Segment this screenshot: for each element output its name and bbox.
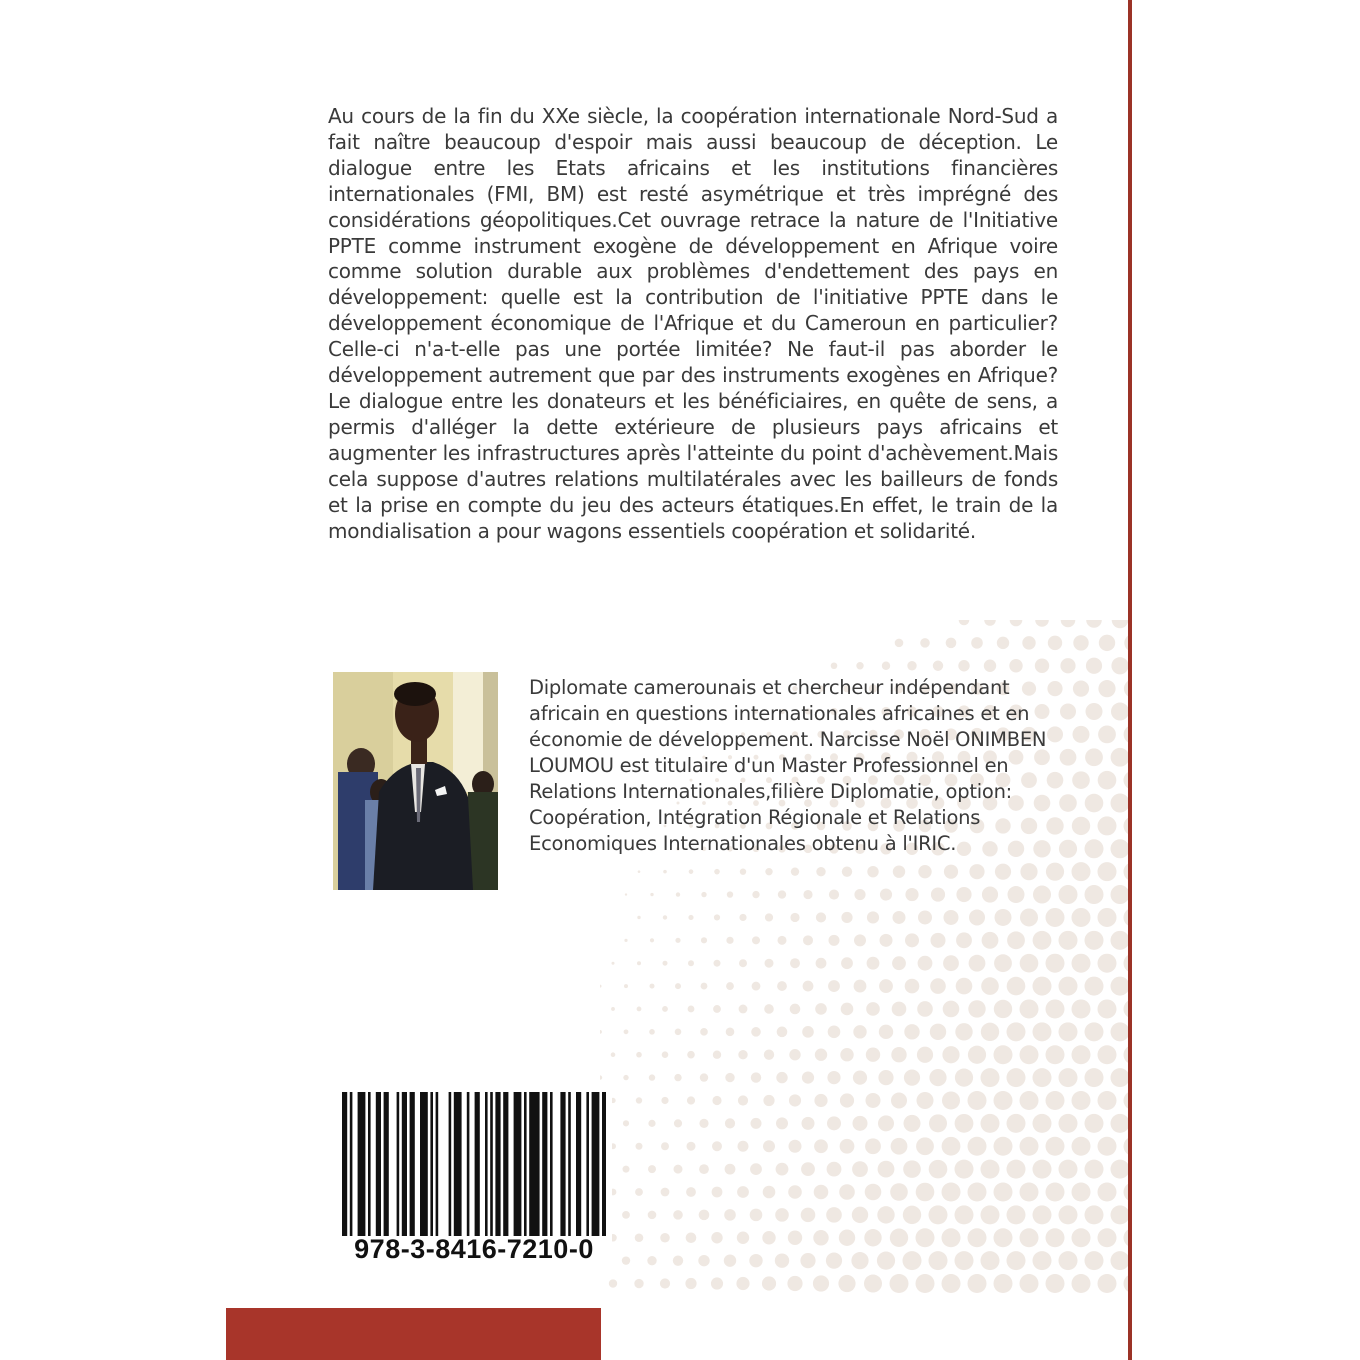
barcode-bars	[342, 1092, 606, 1236]
accent-band	[226, 1308, 601, 1360]
spine-edge-line	[1128, 0, 1132, 1360]
author-biography: Diplomate camerounais et chercheur indépendant africain en questions internationales africaines et en économie de développement. Narcisse Noël ONIMBEN LOUMOU est titulaire d'un Master Professionnel en Relations Internationales,filière Diplomatie, option: Coopération, Intégration Régionale et Relations Economiques Internationales obtenu à l'IRIC.	[529, 676, 1047, 855]
isbn-number: 978-3-8416-7210-0	[354, 1234, 594, 1264]
isbn-barcode	[336, 1084, 612, 1274]
book-description: Au cours de la fin du XXe siècle, la coopération internationale Nord-Sud a fait naître beaucoup d'espoir mais aussi beaucoup de déception. Le dialogue entre les Etats africains et les institutions financières internationales (FMI, BM) est resté asymétrique et très imprégné des considérations géopolitiques.Cet ouvrage retrace la nature de l'Initiative PPTE comme instrument exogène de développement en Afrique voire comme solution durable aux problèmes d'endettement des pays en développement: quelle est la contribution de l'initiative PPTE dans le développement économique de l'Afrique et du Cameroun en particulier? Celle-ci n'a-t-elle pas une portée limitée? Ne faut-il pas aborder le développement autrement que par des instruments exogènes en Afrique? Le dialogue entre les donateurs et les bénéficiaires, en quête de sens, a permis d'alléger la dette extérieure de plusieurs pays africains et augmenter les infrastructures après l'atteinte du point d'achèvement.Mais cela suppose d'autres relations multilatérales avec les bailleurs de fonds et la prise en compte du jeu des acteurs étatiques.En effet, le train de la mondialisation a pour wagons essentiels coopération et solidarité.	[328, 104, 1058, 543]
author-photo	[333, 672, 498, 890]
